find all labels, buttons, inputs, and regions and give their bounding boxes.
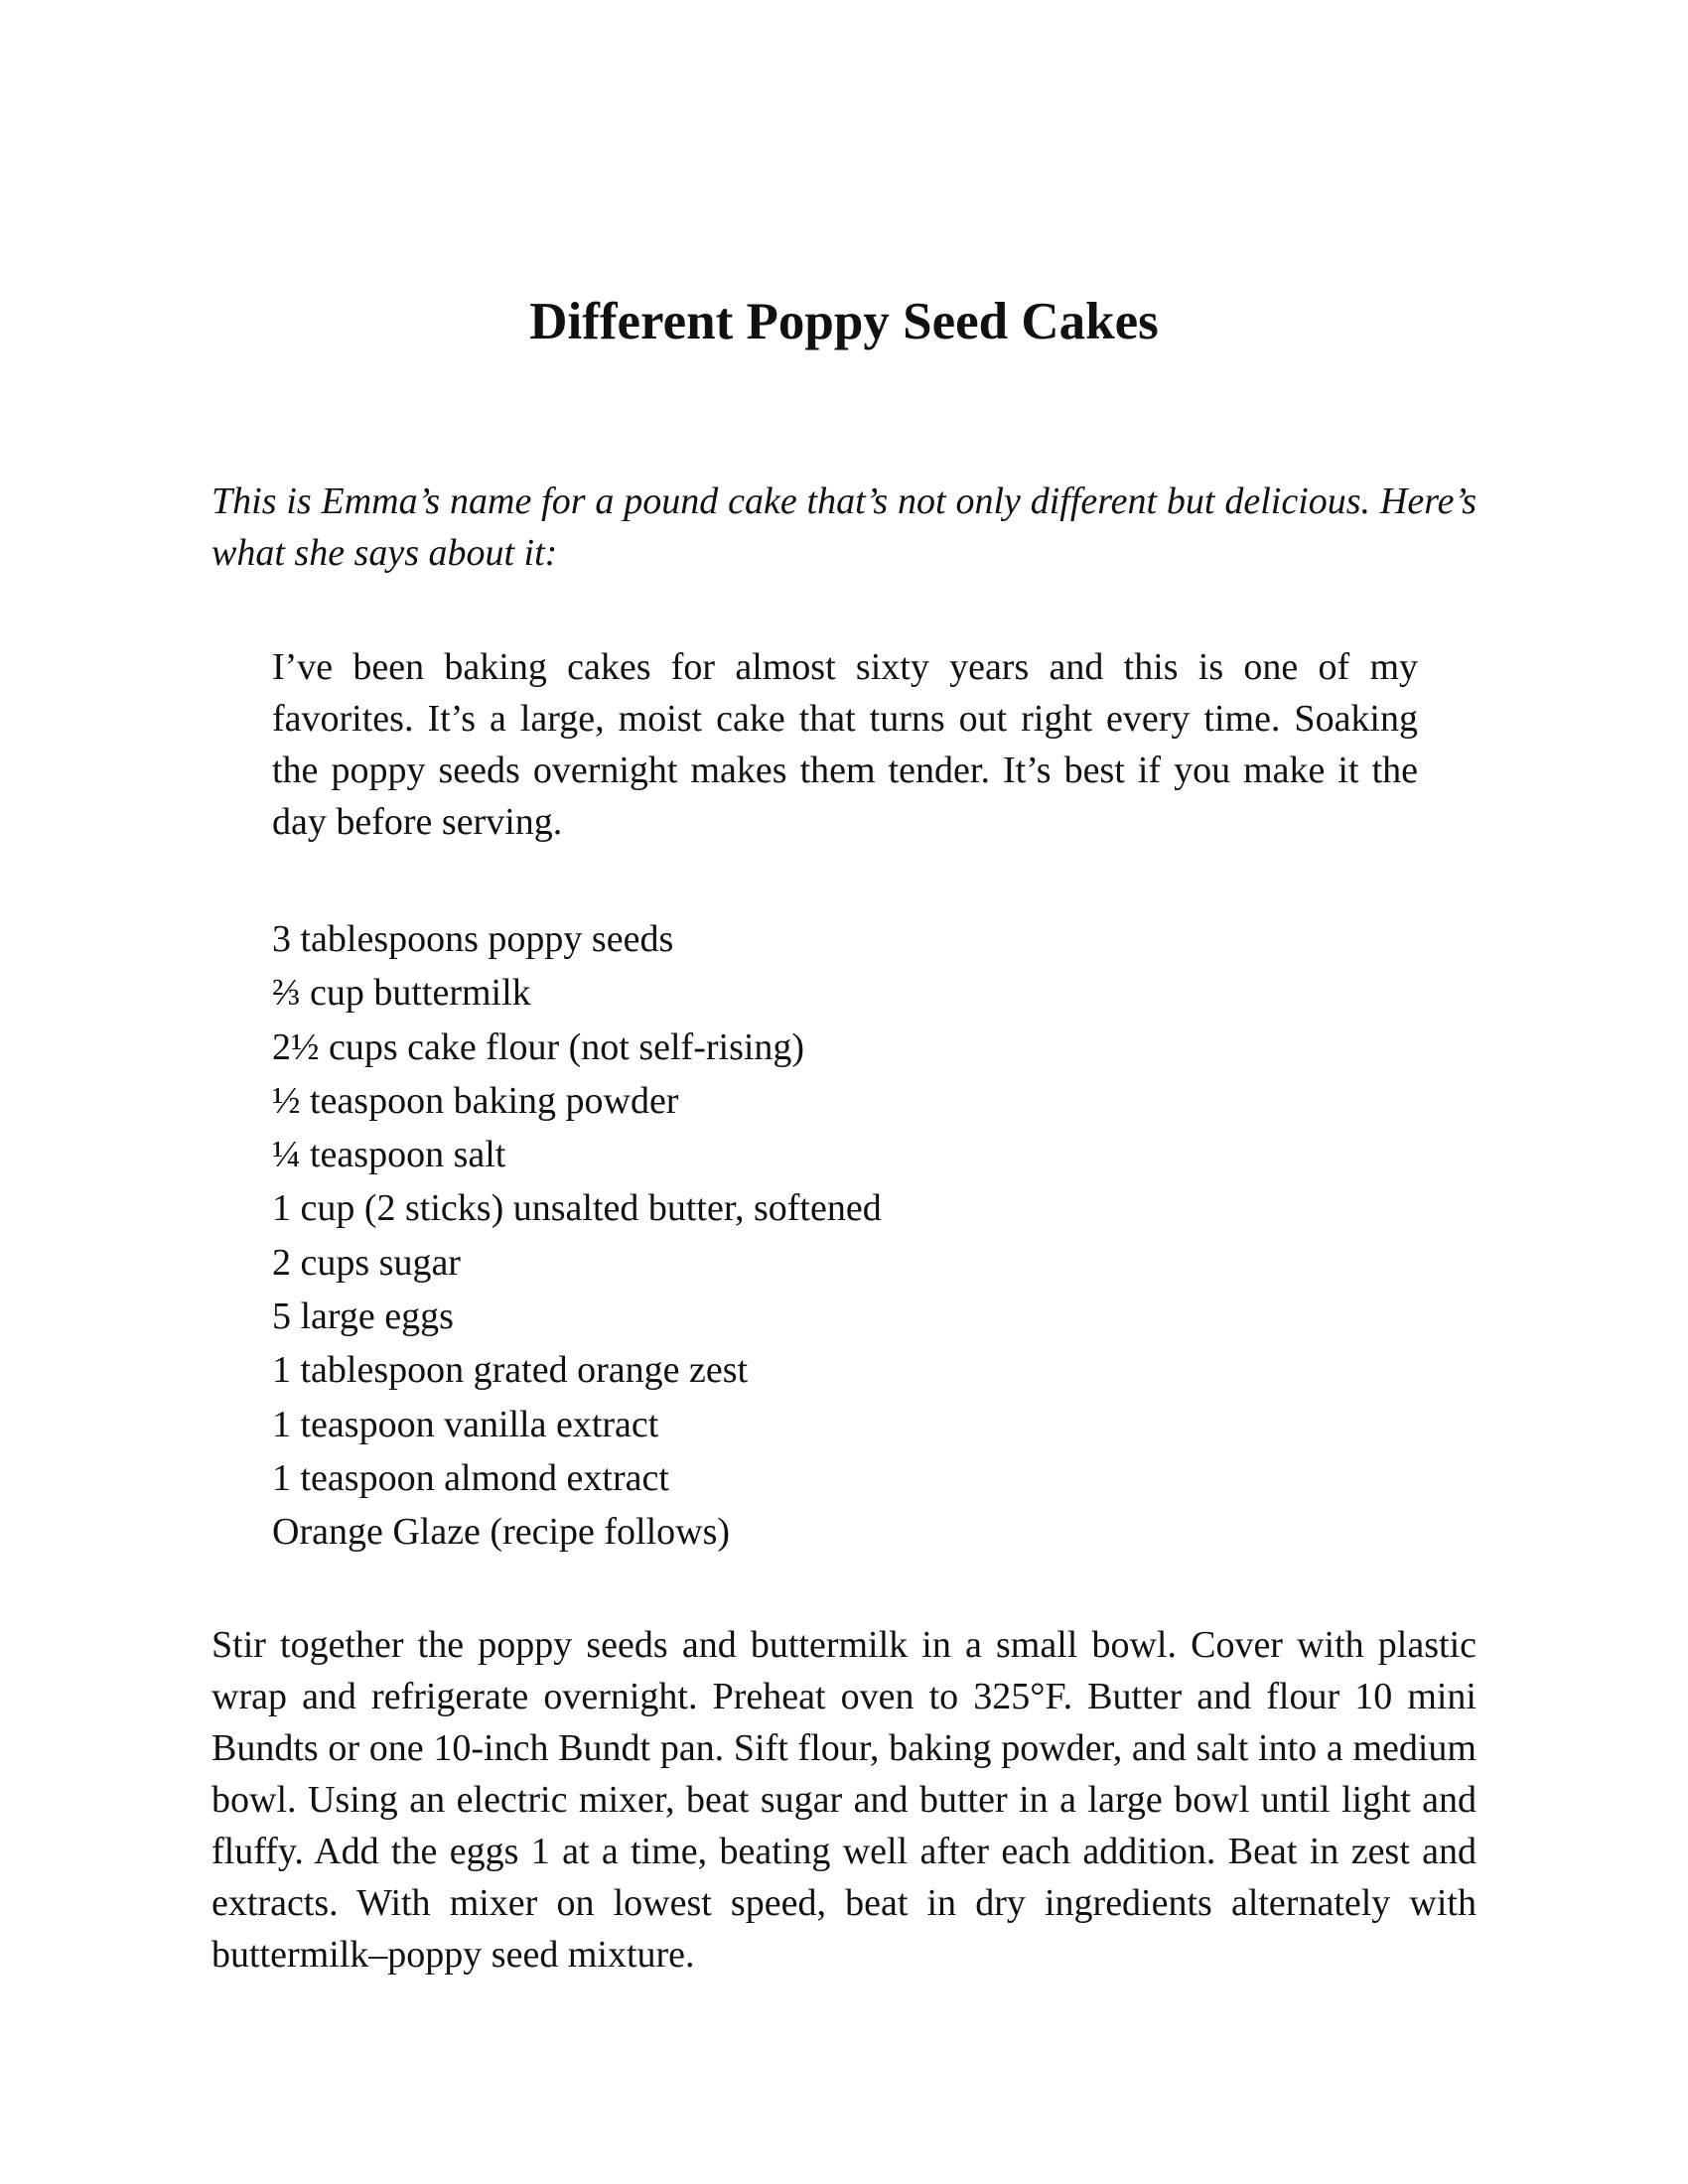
ingredient-item: 2 cups sugar xyxy=(272,1241,461,1284)
ingredient-item: ½ teaspoon baking powder xyxy=(272,1079,679,1122)
ingredient-item: 1 tablespoon grated orange zest xyxy=(272,1349,749,1392)
quote-paragraph: I’ve been baking cakes for almost sixty years and this is one of my favorites. It’s a large, moist cake that turns out right every time. Soaking the poppy seeds overnight makes them tender. It’s best if you make it the day before serving. xyxy=(272,646,1418,843)
ingredient-item: 3 tablespoons poppy seeds xyxy=(272,918,674,960)
intro-paragraph: This is Emma’s name for a pound cake that’s not only different but delicious. Here’s what she says about it: xyxy=(211,480,1477,574)
ingredient-item: Orange Glaze (recipe follows) xyxy=(272,1511,731,1554)
ingredient-item: 1 cup (2 sticks) unsalted butter, softened xyxy=(272,1187,882,1230)
ingredient-item: ¼ teaspoon salt xyxy=(272,1134,506,1176)
ingredient-item: 5 large eggs xyxy=(272,1296,454,1338)
ingredient-item: 2½ cups cake flour (not self-rising) xyxy=(272,1025,805,1068)
page-title: Different Poppy Seed Cakes xyxy=(529,293,1159,350)
ingredient-item: 1 teaspoon almond extract xyxy=(272,1456,669,1499)
ingredient-item: ⅔ cup buttermilk xyxy=(272,972,531,1015)
ingredient-list xyxy=(272,912,882,1560)
ingredient-item: 1 teaspoon vanilla extract xyxy=(272,1403,659,1445)
instructions-paragraph: Stir together the poppy seeds and buttermilk in a small bowl. Cover with plastic wrap and refrigerate overnight. Preheat oven to 325°F. Butter and flour 10 mini Bundts or one 10-inch Bundt pan. Sift flour, baking powder, and salt into a medium bowl. Using an electric mixer, beat sugar and butter in a large bowl until light and fluffy. Add the eggs 1 at a time, beating well after each addition. Beat in zest and extracts. With mixer on lowest speed, beat in dry ingredients alternately with buttermilk–poppy seed mixture. xyxy=(211,1624,1477,1976)
